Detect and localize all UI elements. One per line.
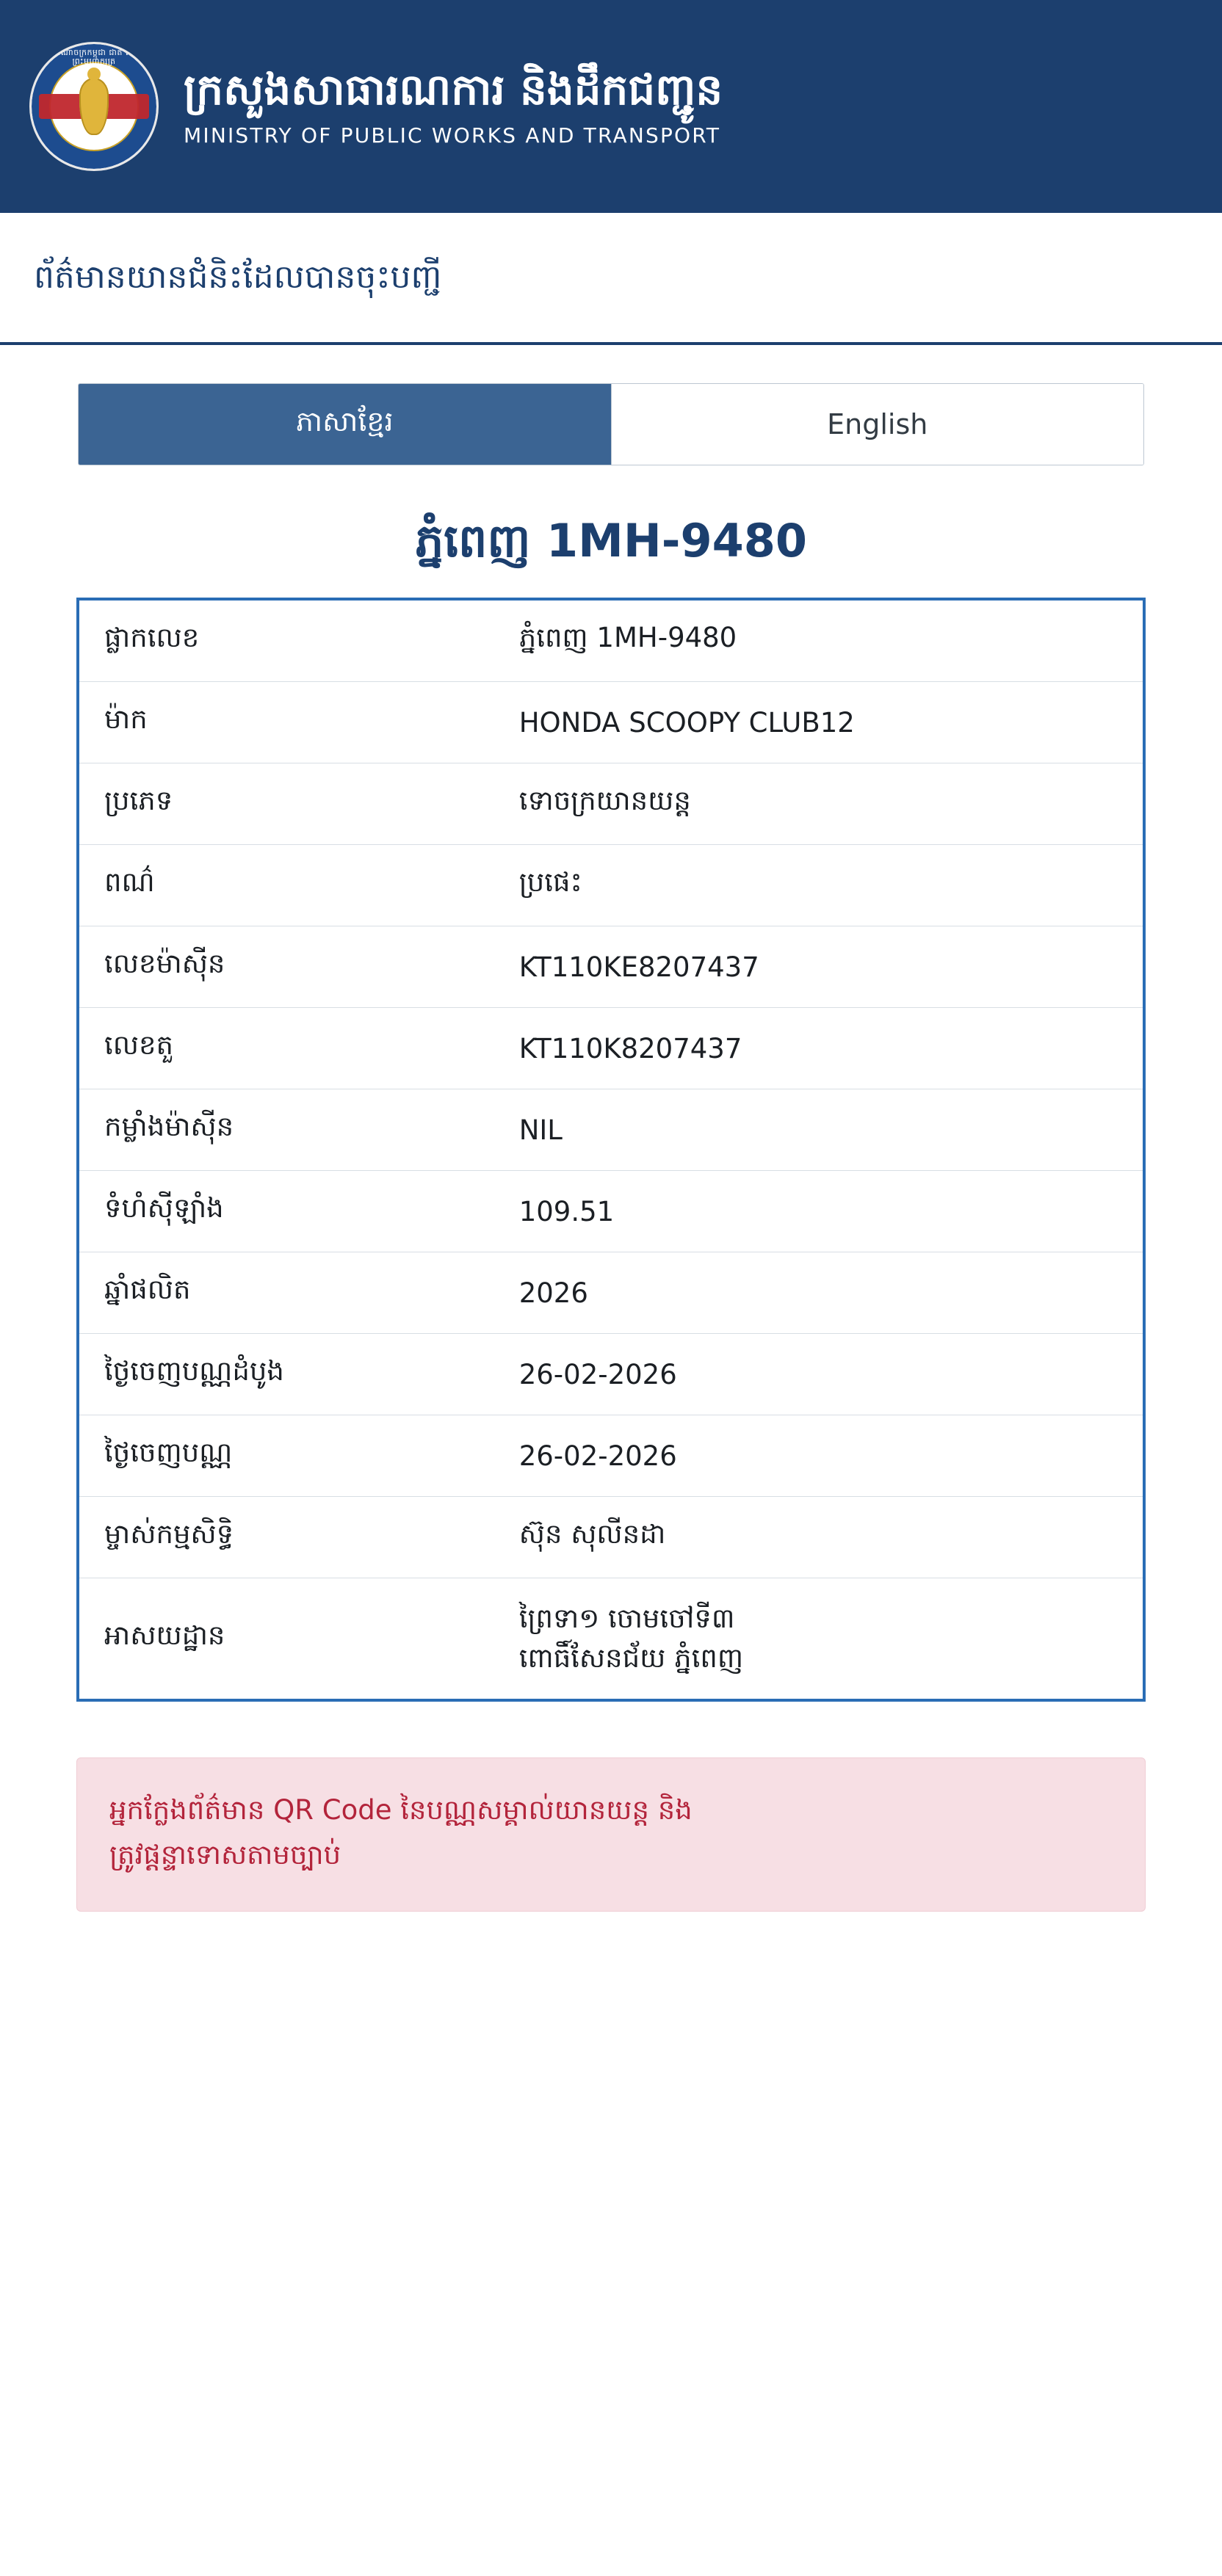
ministry-title-khmer: ក្រសួងសាធារណការ និងដឹកជញ្ជូន [184, 65, 723, 115]
ministry-emblem-icon [29, 42, 159, 171]
table-row [79, 1008, 1143, 1089]
site-header [0, 0, 1222, 213]
ministry-title-english: MINISTRY OF PUBLIC WORKS AND TRANSPORT [184, 123, 721, 148]
row-value: KT110KE8207437 [518, 951, 759, 983]
table-row [79, 1089, 1143, 1171]
row-label: កម្លាំងម៉ាស៊ីន [104, 1111, 234, 1143]
table-row [79, 1334, 1143, 1415]
table-row [79, 1171, 1143, 1252]
row-label: ថ្ងៃចេញបណ្ណ [104, 1437, 233, 1469]
table-row [79, 1252, 1143, 1334]
table-row [79, 682, 1143, 763]
row-label: ម្ចាស់កម្មសិទ្ធិ [104, 1518, 234, 1550]
row-label: ពណ៌ [104, 866, 155, 899]
bottom-spacer [0, 1912, 1222, 2000]
table-row [79, 926, 1143, 1008]
row-value: KT110K8207437 [518, 1032, 742, 1064]
address-line-2: ពោធិ៍សែនជ័យ ភ្នំពេញ [518, 1642, 744, 1675]
table-row [79, 601, 1143, 682]
row-value: NIL [518, 1114, 563, 1146]
vehicle-info-card [76, 598, 1146, 1701]
vehicle-info-table [79, 601, 1143, 1698]
row-value: HONDA SCOOPY CLUB12 [518, 706, 855, 739]
table-row [79, 1415, 1143, 1497]
table-row [79, 1497, 1143, 1578]
address-line-1: ព្រៃទា១ ចោមចៅទី៣ [518, 1603, 735, 1635]
row-label: ប្រភេទ [104, 785, 173, 817]
plate-number-heading: ភ្នំពេញ 1MH-9480 [414, 514, 808, 567]
row-label: លេខតួ [104, 1029, 173, 1062]
row-value: 26-02-2026 [518, 1440, 677, 1472]
row-label: ផ្លាកលេខ [104, 622, 200, 654]
warning-notice [76, 1757, 1146, 1912]
emblem-top-text: ព្រះរាជាណាចក្រកម្ពុជា ជាតិ សាសនា ព្រះមហាក្សត្រ [35, 48, 153, 67]
table-row [79, 1578, 1143, 1699]
page-title: ព័ត៌មានយានជំនិះដែលបានចុះបញ្ជី [34, 258, 442, 297]
row-value-multiline [494, 1578, 1143, 1699]
row-value: 2026 [518, 1277, 588, 1309]
language-tabs [78, 383, 1144, 465]
row-value: 109.51 [518, 1195, 615, 1227]
page-subtitle-bar [0, 213, 1222, 345]
header-inner [29, 42, 1193, 171]
tab-khmer[interactable]: ភាសាខ្មែរ [79, 384, 611, 465]
row-value: ប្រផេះ [518, 866, 582, 899]
row-label: លេខម៉ាស៊ីន [104, 948, 225, 980]
warning-notice-line-2: ត្រូវផ្តន្ទាទោសតាមច្បាប់ [109, 1838, 341, 1871]
row-label: ទំហំស៊ីឡាំង [104, 1192, 224, 1224]
row-value: 26-02-2026 [518, 1358, 677, 1390]
table-row [79, 763, 1143, 845]
emblem-figure [79, 78, 109, 135]
table-row [79, 845, 1143, 926]
tab-english[interactable]: English [611, 384, 1144, 465]
row-value: ទោចក្រយានយន្ត [518, 785, 691, 817]
row-label: អាសយដ្ឋាន [104, 1619, 225, 1652]
row-label: ថ្ងៃចេញបណ្ណដំបូង [104, 1355, 284, 1387]
warning-notice-line-1: អ្នកក្លែងព័ត៌មាន QR Code នៃបណ្ណសម្គាល់យានយន្ត និង [109, 1793, 693, 1826]
header-title-block [184, 65, 723, 148]
row-label: ម៉ាក [104, 703, 148, 736]
row-value: ភ្នំពេញ 1MH-9480 [518, 622, 737, 654]
row-label: ឆ្នាំផលិត [104, 1274, 191, 1306]
row-value: ស៊ុន សុលីនដា [518, 1518, 666, 1550]
